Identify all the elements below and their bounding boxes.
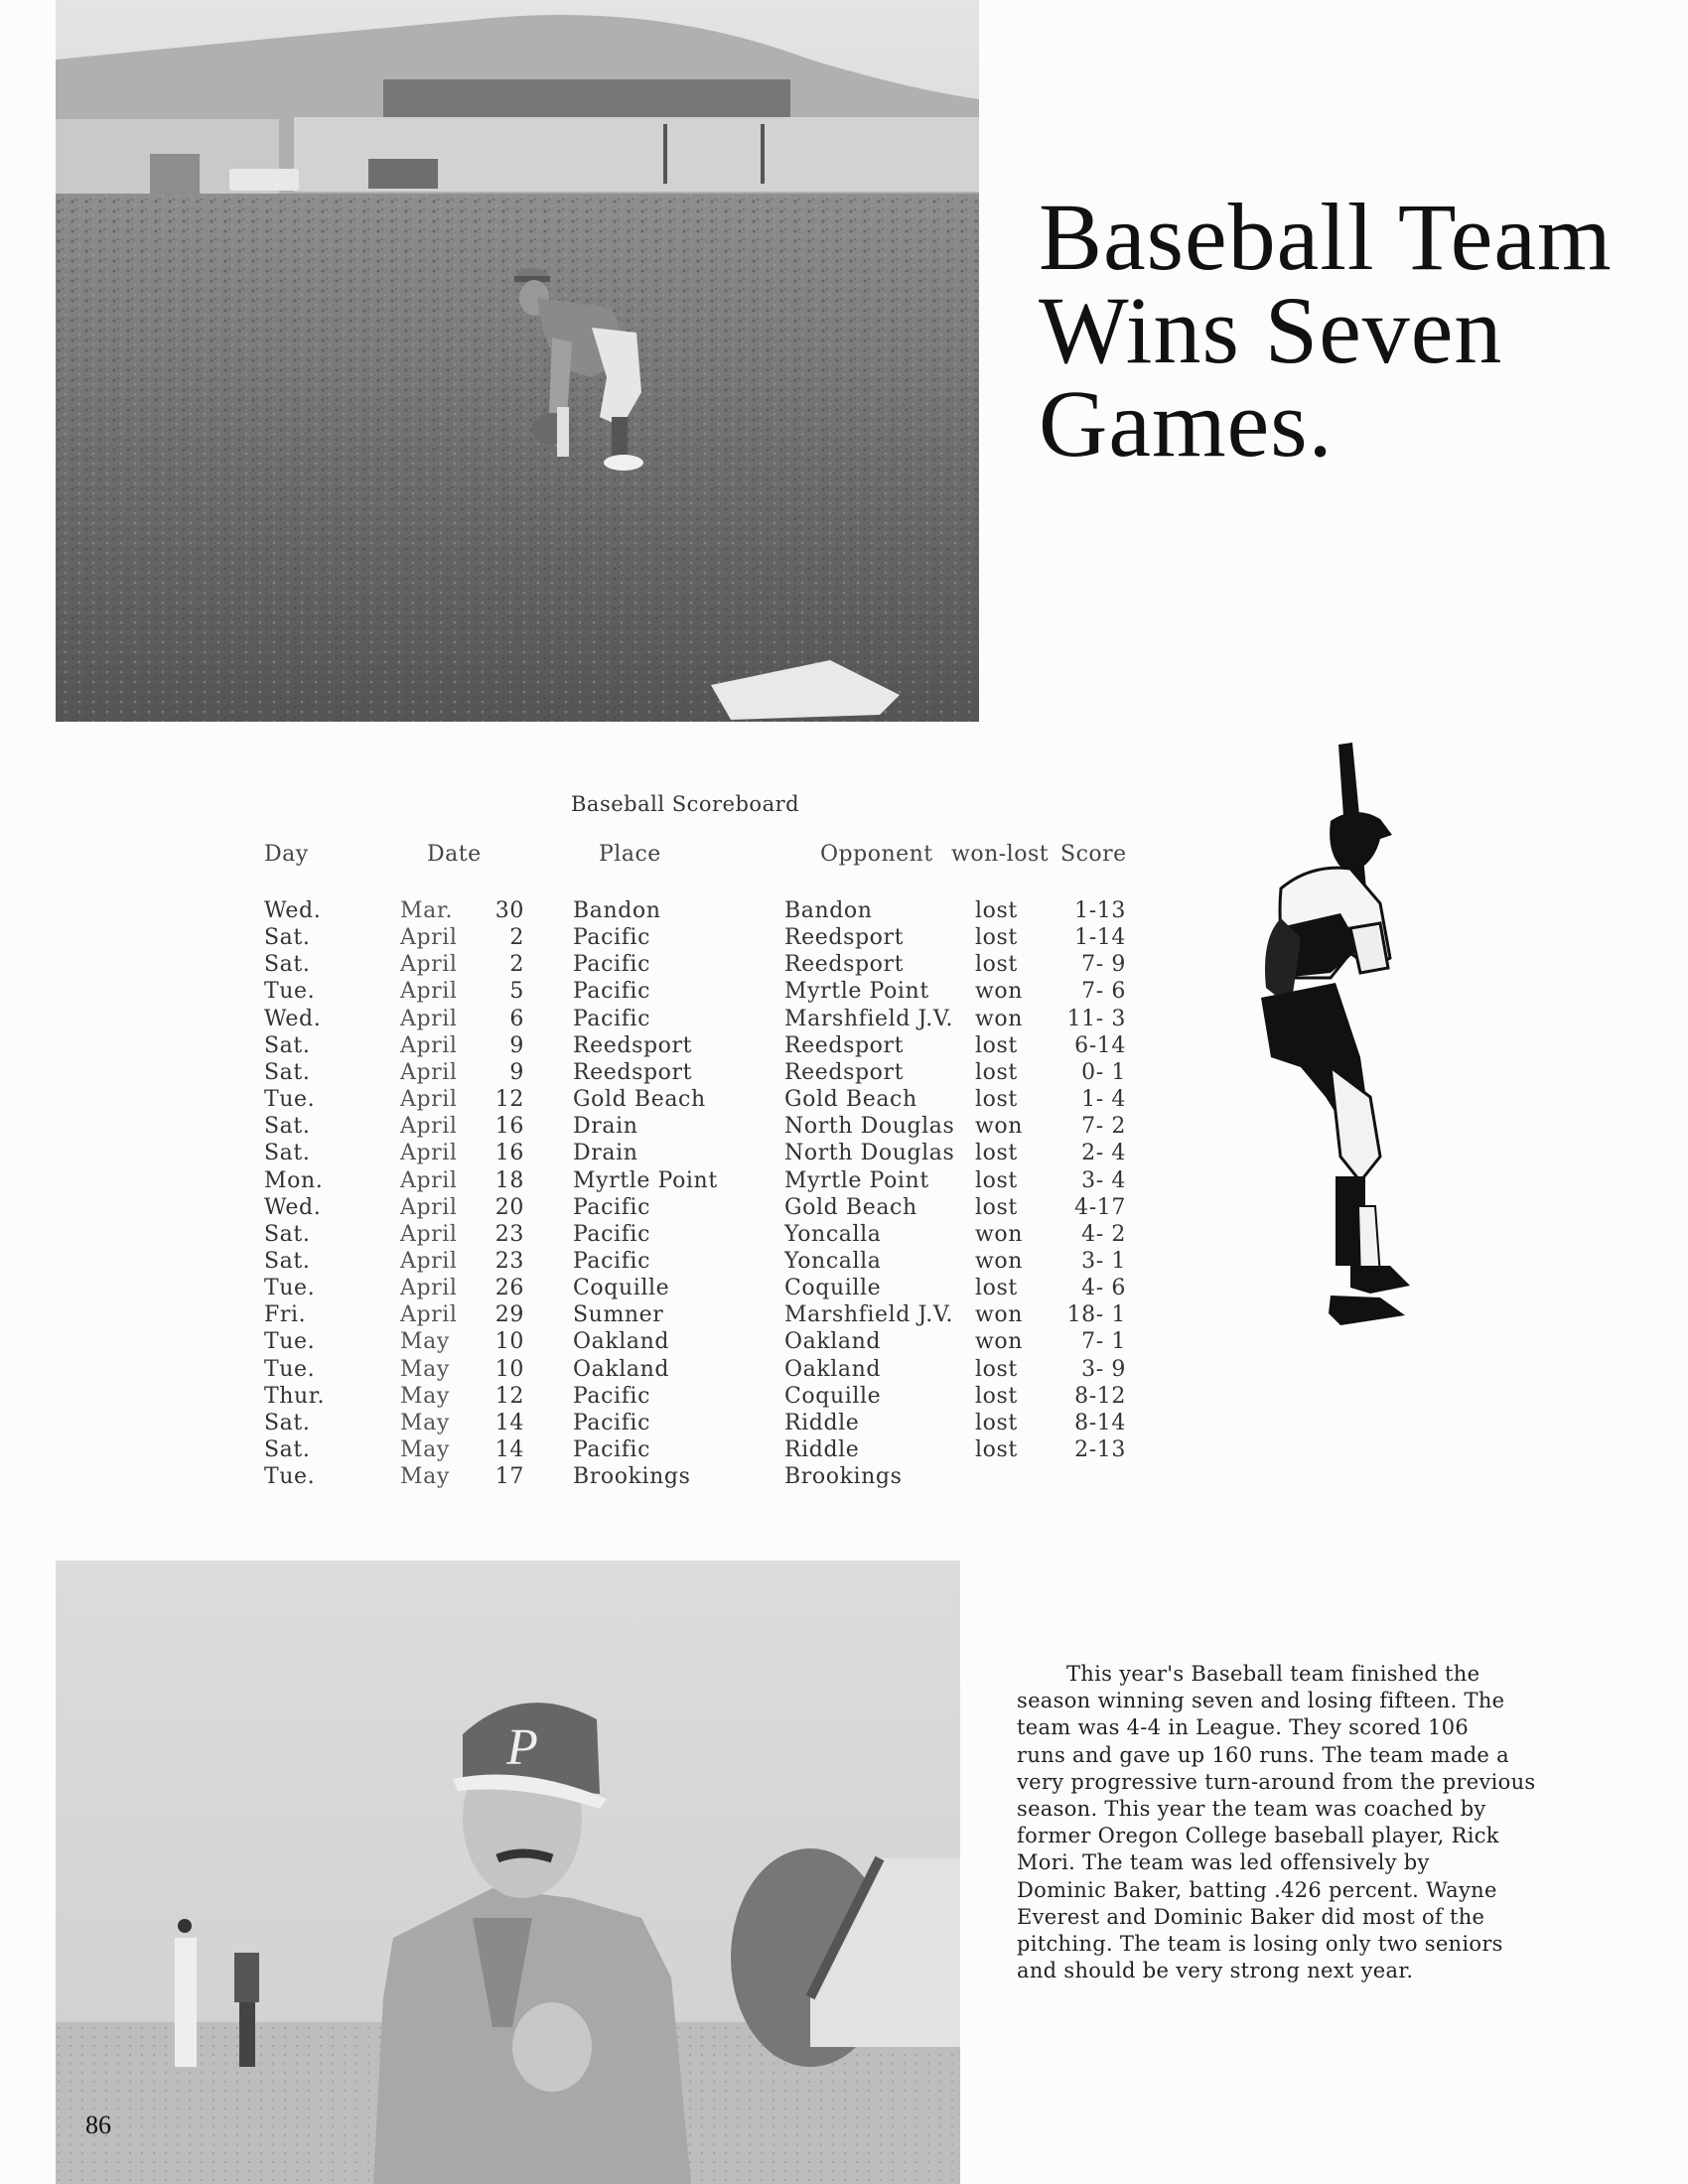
cell-day: Tue. bbox=[264, 1276, 316, 1301]
table-row bbox=[0, 1410, 1688, 1436]
cell-score: 7- 6 bbox=[1081, 979, 1126, 1005]
article-line: This year's Baseball team finished the bbox=[1066, 1662, 1480, 1686]
cell-result: won bbox=[975, 1006, 1024, 1031]
cell-date: 26 bbox=[494, 1276, 524, 1301]
cell-result: lost bbox=[975, 1383, 1018, 1409]
cell-place: Pacific bbox=[573, 952, 650, 978]
scoreboard-title: Baseball Scoreboard bbox=[571, 792, 800, 816]
cell-month: April bbox=[400, 1276, 458, 1301]
table-row bbox=[0, 1006, 1688, 1032]
header-result: won-lost bbox=[951, 842, 1050, 867]
cell-score: 18- 1 bbox=[1066, 1302, 1126, 1328]
article-line: runs and gave up 160 runs. The team made a bbox=[1017, 1742, 1509, 1767]
cell-place: Sumner bbox=[573, 1302, 664, 1328]
article-line: Dominic Baker, batting .426 percent. Wayne bbox=[1017, 1877, 1497, 1902]
table-row bbox=[0, 897, 1688, 924]
cap-logo: P bbox=[506, 1719, 538, 1776]
cell-date: 5 bbox=[509, 979, 524, 1005]
cell-result: lost bbox=[975, 1059, 1018, 1085]
cell-opponent: Yoncalla bbox=[784, 1248, 882, 1274]
cell-place: Pacific bbox=[573, 979, 650, 1005]
cell-score: 7- 1 bbox=[1081, 1329, 1126, 1355]
cell-day: Wed. bbox=[264, 1194, 322, 1220]
table-row bbox=[0, 1059, 1688, 1086]
cell-result: lost bbox=[975, 1410, 1018, 1435]
cell-date: 29 bbox=[494, 1302, 524, 1328]
cell-opponent: Coquille bbox=[784, 1383, 882, 1409]
cell-place: Drain bbox=[573, 1114, 638, 1140]
cell-day: Tue. bbox=[264, 1464, 316, 1490]
table-row bbox=[0, 1248, 1688, 1275]
cell-opponent: Reedsport bbox=[784, 952, 905, 978]
cell-month: April bbox=[400, 1059, 458, 1085]
cell-place: Pacific bbox=[573, 1437, 650, 1462]
table-row bbox=[0, 1194, 1688, 1221]
cell-place: Pacific bbox=[573, 1383, 650, 1409]
cell-date: 14 bbox=[494, 1437, 524, 1462]
cell-month: April bbox=[400, 1087, 458, 1113]
cell-score: 7- 9 bbox=[1081, 952, 1126, 978]
table-row bbox=[0, 978, 1688, 1005]
cell-opponent: Gold Beach bbox=[784, 1087, 917, 1113]
cell-place: Pacific bbox=[573, 1194, 650, 1220]
table-row bbox=[0, 1356, 1688, 1383]
cell-score: 0- 1 bbox=[1081, 1059, 1126, 1085]
cell-result: won bbox=[975, 1221, 1024, 1247]
cell-month: May bbox=[400, 1329, 450, 1355]
cell-score: 4- 2 bbox=[1081, 1221, 1126, 1247]
cell-day: Tue. bbox=[264, 979, 316, 1005]
cell-result: lost bbox=[975, 952, 1018, 978]
cell-opponent: Myrtle Point bbox=[784, 1167, 929, 1193]
cell-day: Mon. bbox=[264, 1167, 324, 1193]
cell-day: Sat. bbox=[264, 952, 311, 978]
cell-day: Sat. bbox=[264, 1221, 311, 1247]
cell-result: lost bbox=[975, 1437, 1018, 1462]
cell-month: April bbox=[400, 1302, 458, 1328]
cell-date: 6 bbox=[509, 1006, 524, 1031]
cell-result: won bbox=[975, 1329, 1024, 1355]
cell-score: 11- 3 bbox=[1066, 1006, 1126, 1031]
table-row bbox=[0, 924, 1688, 951]
cell-date: 12 bbox=[494, 1087, 524, 1113]
cell-result: lost bbox=[975, 1032, 1018, 1058]
cell-score: 3- 9 bbox=[1081, 1356, 1126, 1382]
cell-opponent: North Douglas bbox=[784, 1141, 955, 1166]
cell-opponent: Riddle bbox=[784, 1437, 860, 1462]
cell-place: Oakland bbox=[573, 1356, 670, 1382]
table-row bbox=[0, 1032, 1688, 1059]
cell-date: 14 bbox=[494, 1410, 524, 1435]
cell-date: 16 bbox=[494, 1141, 524, 1166]
cell-place: Pacific bbox=[573, 1410, 650, 1435]
header-place: Place bbox=[599, 842, 661, 867]
table-row bbox=[0, 1221, 1688, 1248]
table-row bbox=[0, 1140, 1688, 1166]
cell-score: 1-13 bbox=[1074, 898, 1126, 923]
cell-result: lost bbox=[975, 1167, 1018, 1193]
cell-opponent: Marshfield J.V. bbox=[784, 1006, 954, 1031]
cell-result: lost bbox=[975, 898, 1018, 923]
table-row bbox=[0, 1167, 1688, 1194]
cell-month: May bbox=[400, 1383, 450, 1409]
article-line: former Oregon College baseball player, Rick bbox=[1017, 1824, 1499, 1848]
cell-month: April bbox=[400, 952, 458, 978]
cell-opponent: Oakland bbox=[784, 1356, 882, 1382]
cell-date: 23 bbox=[494, 1248, 524, 1274]
cell-date: 9 bbox=[509, 1059, 524, 1085]
cell-date: 18 bbox=[494, 1167, 524, 1193]
cell-date: 2 bbox=[509, 952, 524, 978]
cell-day: Tue. bbox=[264, 1329, 316, 1355]
cell-place: Pacific bbox=[573, 925, 650, 951]
cell-score: 4-17 bbox=[1074, 1194, 1126, 1220]
cell-score: 6-14 bbox=[1074, 1032, 1126, 1058]
cell-day: Sat. bbox=[264, 1059, 311, 1085]
cell-place: Brookings bbox=[573, 1464, 691, 1490]
cell-month: April bbox=[400, 1114, 458, 1140]
cell-month: Mar. bbox=[400, 898, 454, 923]
cell-opponent: Myrtle Point bbox=[784, 979, 929, 1005]
article-line: very progressive turn-around from the previous bbox=[1017, 1769, 1536, 1794]
cell-month: April bbox=[400, 1248, 458, 1274]
cell-opponent: Coquille bbox=[784, 1276, 882, 1301]
header-day: Day bbox=[264, 842, 309, 867]
cell-opponent: North Douglas bbox=[784, 1114, 955, 1140]
cell-opponent: Bandon bbox=[784, 898, 873, 923]
cell-month: May bbox=[400, 1410, 450, 1435]
cell-place: Pacific bbox=[573, 1006, 650, 1031]
header-score: Score bbox=[1060, 842, 1127, 867]
cell-opponent: Marshfield J.V. bbox=[784, 1302, 954, 1328]
article-line: and should be very strong next year. bbox=[1017, 1959, 1414, 1983]
title-line: Games. bbox=[1039, 370, 1334, 477]
cell-result: lost bbox=[975, 1087, 1018, 1113]
cell-score: 3- 1 bbox=[1081, 1248, 1126, 1274]
cell-day: Fri. bbox=[264, 1302, 307, 1328]
cell-day: Thur. bbox=[264, 1383, 326, 1409]
cell-place: Gold Beach bbox=[573, 1087, 706, 1113]
cell-place: Coquille bbox=[573, 1276, 670, 1301]
cell-month: April bbox=[400, 1032, 458, 1058]
cell-place: Pacific bbox=[573, 1248, 650, 1274]
cell-score: 4- 6 bbox=[1081, 1276, 1126, 1301]
cell-place: Bandon bbox=[573, 898, 661, 923]
cell-result: lost bbox=[975, 1356, 1018, 1382]
page-number: 86 bbox=[85, 2111, 111, 2139]
article-line: Everest and Dominic Baker did most of the bbox=[1017, 1904, 1485, 1929]
cell-result: won bbox=[975, 1114, 1024, 1140]
cell-opponent: Reedsport bbox=[784, 1059, 905, 1085]
table-row bbox=[0, 1383, 1688, 1410]
cell-place: Reedsport bbox=[573, 1032, 693, 1058]
cell-month: May bbox=[400, 1437, 450, 1462]
table-row bbox=[0, 1463, 1688, 1490]
cell-month: April bbox=[400, 979, 458, 1005]
cell-date: 23 bbox=[494, 1221, 524, 1247]
article-line: team was 4-4 in League. They scored 106 bbox=[1017, 1715, 1470, 1740]
table-row bbox=[0, 1275, 1688, 1301]
cell-day: Wed. bbox=[264, 898, 322, 923]
cell-score: 2-13 bbox=[1074, 1437, 1126, 1462]
header-opponent: Opponent bbox=[820, 842, 933, 867]
cell-result: lost bbox=[975, 1276, 1018, 1301]
photo-coach bbox=[56, 1561, 960, 2184]
cell-day: Sat. bbox=[264, 1032, 311, 1058]
table-row bbox=[0, 1086, 1688, 1113]
cell-result: won bbox=[975, 1248, 1024, 1274]
cell-result: won bbox=[975, 979, 1024, 1005]
cell-day: Sat. bbox=[264, 1114, 311, 1140]
cell-opponent: Gold Beach bbox=[784, 1194, 917, 1220]
article-line: season. This year the team was coached by bbox=[1017, 1797, 1486, 1822]
cell-opponent: Reedsport bbox=[784, 1032, 905, 1058]
photo-coach-icon bbox=[56, 1561, 960, 2184]
cell-opponent: Brookings bbox=[784, 1464, 903, 1490]
cell-date: 16 bbox=[494, 1114, 524, 1140]
cell-date: 9 bbox=[509, 1032, 524, 1058]
cell-score: 1-14 bbox=[1074, 925, 1126, 951]
cell-date: 10 bbox=[494, 1356, 524, 1382]
cell-date: 30 bbox=[494, 898, 524, 923]
cell-date: 12 bbox=[494, 1383, 524, 1409]
cell-score: 2- 4 bbox=[1081, 1141, 1126, 1166]
cell-day: Sat. bbox=[264, 1410, 311, 1435]
title-line: Wins Seven bbox=[1039, 277, 1503, 383]
cell-opponent: Riddle bbox=[784, 1410, 860, 1435]
table-row bbox=[0, 1328, 1688, 1355]
cell-month: April bbox=[400, 925, 458, 951]
cell-place: Myrtle Point bbox=[573, 1167, 718, 1193]
cell-day: Sat. bbox=[264, 1437, 311, 1462]
photo-fielder-icon bbox=[56, 0, 979, 722]
cell-score: 8-14 bbox=[1074, 1410, 1126, 1435]
photo-fielder bbox=[56, 0, 979, 722]
cell-month: April bbox=[400, 1006, 458, 1031]
header-date: Date bbox=[427, 842, 482, 867]
article-line: pitching. The team is losing only two seniors bbox=[1017, 1932, 1503, 1957]
cell-place: Drain bbox=[573, 1141, 638, 1166]
cell-score: 7- 2 bbox=[1081, 1114, 1126, 1140]
cell-opponent: Reedsport bbox=[784, 925, 905, 951]
cell-month: April bbox=[400, 1167, 458, 1193]
cell-date: 10 bbox=[494, 1329, 524, 1355]
cell-date: 2 bbox=[509, 925, 524, 951]
cell-month: May bbox=[400, 1356, 450, 1382]
table-row bbox=[0, 1301, 1688, 1328]
cell-date: 20 bbox=[494, 1194, 524, 1220]
cell-day: Sat. bbox=[264, 925, 311, 951]
cell-day: Tue. bbox=[264, 1356, 316, 1382]
cell-score: 8-12 bbox=[1074, 1383, 1126, 1409]
cell-date: 17 bbox=[494, 1464, 524, 1490]
cell-month: April bbox=[400, 1141, 458, 1166]
cell-result: lost bbox=[975, 925, 1018, 951]
cell-result: lost bbox=[975, 1194, 1018, 1220]
cell-result: lost bbox=[975, 1141, 1018, 1166]
cell-opponent: Oakland bbox=[784, 1329, 882, 1355]
cell-month: April bbox=[400, 1194, 458, 1220]
cell-place: Pacific bbox=[573, 1221, 650, 1247]
cell-place: Oakland bbox=[573, 1329, 670, 1355]
cell-day: Sat. bbox=[264, 1141, 311, 1166]
cell-score: 3- 4 bbox=[1081, 1167, 1126, 1193]
cell-month: May bbox=[400, 1464, 450, 1490]
cell-result: won bbox=[975, 1302, 1024, 1328]
cell-month: April bbox=[400, 1221, 458, 1247]
page-title bbox=[1039, 184, 1634, 477]
cell-opponent: Yoncalla bbox=[784, 1221, 882, 1247]
article-line: season winning seven and losing fifteen. The bbox=[1017, 1689, 1505, 1713]
cell-score: 1- 4 bbox=[1081, 1087, 1126, 1113]
cell-day: Sat. bbox=[264, 1248, 311, 1274]
table-row bbox=[0, 951, 1688, 978]
cell-day: Wed. bbox=[264, 1006, 322, 1031]
article-text bbox=[1017, 1661, 1603, 1984]
cell-place: Reedsport bbox=[573, 1059, 693, 1085]
article-line: Mori. The team was led offensively by bbox=[1017, 1850, 1430, 1875]
title-line: Baseball Team bbox=[1039, 184, 1613, 290]
cell-day: Tue. bbox=[264, 1087, 316, 1113]
table-row bbox=[0, 1113, 1688, 1140]
table-row bbox=[0, 1436, 1688, 1463]
